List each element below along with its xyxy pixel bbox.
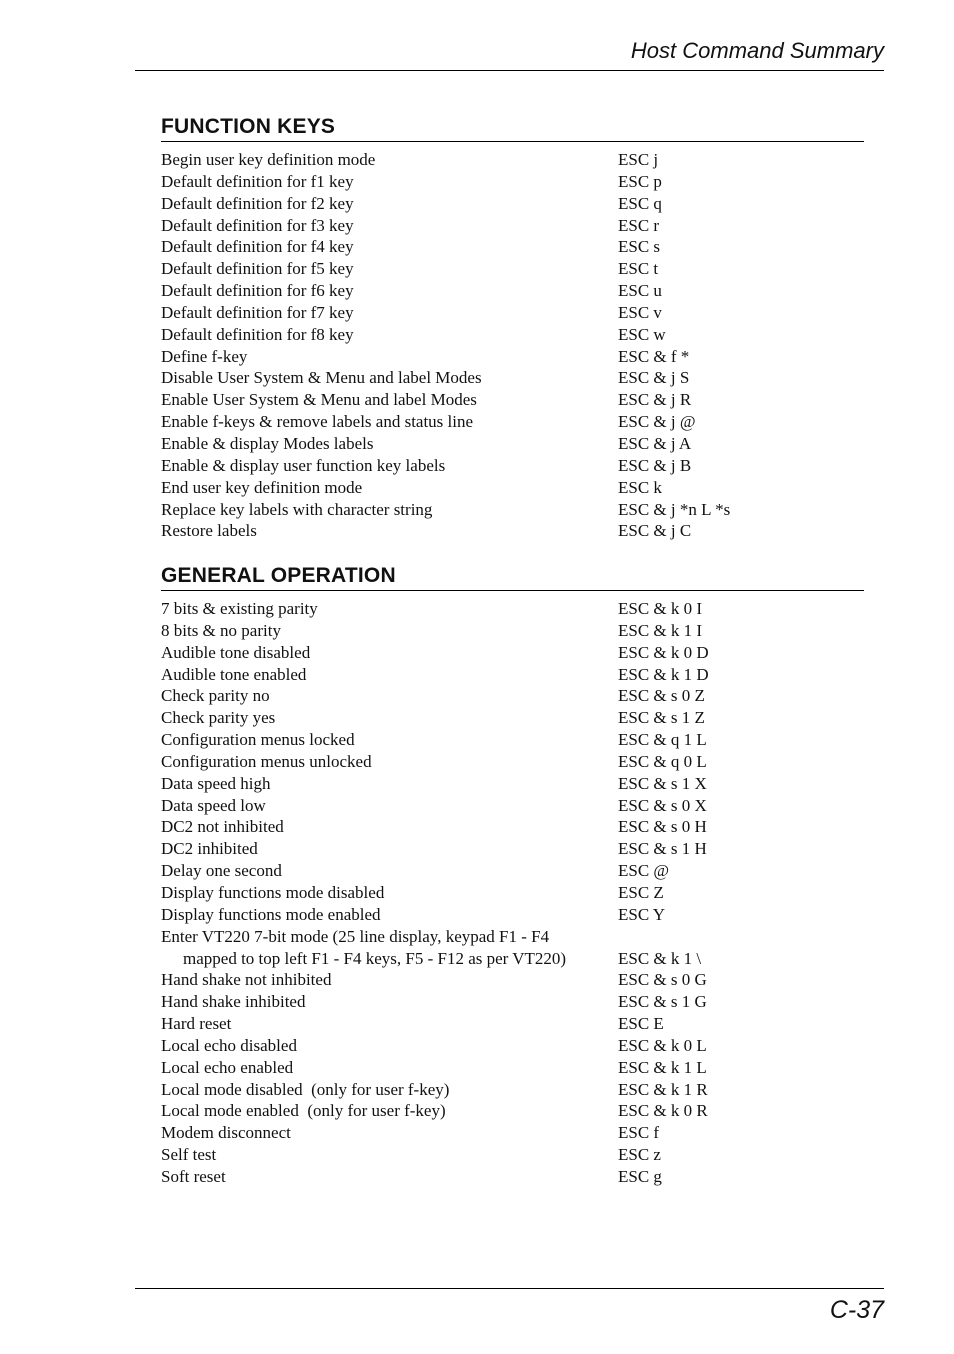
command-description-text: Local mode enabled (only for user f-key) [161, 1101, 446, 1121]
command-description [161, 389, 618, 411]
command-sequence: ESC u [618, 281, 662, 301]
command-row [161, 598, 864, 620]
command-sequence: ESC k [618, 477, 662, 497]
command-sequence: ESC & k 0 D [618, 642, 709, 662]
command-description [161, 1079, 618, 1101]
command-description [161, 795, 618, 817]
command-sequence: ESC & s 0 X [618, 795, 707, 815]
command-sequence: ESC & j C [618, 521, 692, 541]
command-description-text: DC2 inhibited [161, 839, 258, 859]
command-description [161, 904, 618, 926]
command-sequence: ESC & j *n L *s [618, 499, 731, 519]
command-description-text: 8 bits & no parity [161, 620, 281, 640]
footer-rule [135, 1288, 884, 1289]
command-sequence: ESC t [618, 259, 659, 279]
command-description-text: Configuration menus unlocked [161, 751, 372, 771]
command-description-text: End user key definition mode [161, 477, 363, 497]
command-description-text: Replace key labels with character string [161, 499, 433, 519]
command-row [161, 236, 864, 258]
command-row [161, 642, 864, 664]
command-description [161, 991, 618, 1013]
command-description [161, 664, 618, 686]
command-row [161, 520, 864, 542]
command-sequence: ESC & k 0 I [618, 599, 703, 618]
command-row [161, 991, 864, 1013]
command-sequence: ESC s [618, 237, 661, 257]
command-description-text: Enable User System & Menu and label Modes [161, 390, 477, 410]
command-description [161, 1122, 618, 1144]
command-sequence: ESC z [618, 1145, 661, 1165]
command-description [161, 433, 618, 455]
command-sequence: ESC w [618, 324, 666, 344]
command-description-text: Default definition for f2 key [161, 193, 354, 213]
command-row [161, 302, 864, 324]
command-sequence: ESC & s 0 H [618, 817, 707, 837]
command-sequence: ESC & s 1 G [618, 992, 707, 1012]
command-description [161, 882, 618, 904]
command-description-text: Enter VT220 7-bit mode (25 line display, keypad F1 - F4 [161, 926, 550, 946]
command-description-text: Hand shake inhibited [161, 992, 306, 1012]
section-title: GENERAL OPERATION [161, 563, 864, 591]
command-description-text: Default definition for f4 key [161, 237, 354, 257]
command-description [161, 1035, 618, 1057]
command-row [161, 685, 864, 707]
command-row [161, 1122, 864, 1144]
command-sequence: ESC & f * [618, 346, 690, 366]
command-description [161, 642, 618, 664]
command-row [161, 926, 864, 970]
command-sequence: ESC & s 1 X [618, 773, 707, 793]
command-row [161, 1144, 864, 1166]
command-row [161, 389, 864, 411]
command-description [161, 499, 618, 521]
command-description [161, 411, 618, 433]
command-description [161, 838, 618, 860]
command-description-text: Begin user key definition mode [161, 150, 376, 169]
command-description-text: Soft reset [161, 1166, 226, 1186]
command-description-text: Local echo enabled [161, 1057, 294, 1077]
command-sequence: ESC & j S [618, 368, 690, 388]
command-row [161, 433, 864, 455]
command-sequence: ESC @ [618, 861, 670, 881]
command-sequence: ESC r [618, 215, 660, 235]
command-sequence: ESC & k 1 I [618, 620, 703, 640]
command-description-text: Default definition for f3 key [161, 215, 354, 235]
command-sequence: ESC & k 1 \ [618, 948, 702, 968]
command-row [161, 258, 864, 280]
command-description [161, 477, 618, 499]
command-sequence: ESC & k 1 L [618, 1057, 707, 1077]
command-row [161, 1057, 864, 1079]
command-row [161, 882, 864, 904]
command-description [161, 193, 618, 215]
command-description [161, 149, 618, 171]
command-row [161, 904, 864, 926]
command-description [161, 926, 618, 970]
command-description-text: Data speed low [161, 795, 266, 815]
command-description-text: Hand shake not inhibited [161, 970, 332, 990]
command-sequence: ESC & q 1 L [618, 730, 707, 750]
section-general-operation [161, 563, 864, 1188]
command-description [161, 1166, 618, 1188]
command-sequence: ESC & s 1 H [618, 839, 707, 859]
command-description [161, 1057, 618, 1079]
command-description-text: 7 bits & existing parity [161, 599, 318, 618]
command-row [161, 499, 864, 521]
command-row [161, 346, 864, 368]
command-row [161, 324, 864, 346]
command-sequence: ESC j [618, 150, 659, 169]
command-row [161, 280, 864, 302]
command-description-text: Hard reset [161, 1014, 232, 1034]
running-header: Host Command Summary [630, 38, 884, 63]
command-description-text: Data speed high [161, 773, 271, 793]
command-description-text: Restore labels [161, 521, 257, 541]
command-description [161, 258, 618, 280]
command-sequence: ESC & j A [618, 433, 692, 453]
command-description-text: Enable & display Modes labels [161, 433, 374, 453]
command-description-text: Default definition for f8 key [161, 324, 354, 344]
command-row [161, 1079, 864, 1101]
command-row [161, 620, 864, 642]
section-function-keys [161, 114, 864, 542]
command-row [161, 149, 864, 171]
command-description [161, 729, 618, 751]
command-description [161, 215, 618, 237]
page-number: C-37 [829, 1296, 884, 1324]
command-row [161, 860, 864, 882]
command-description-text: Display functions mode disabled [161, 882, 385, 902]
command-description-text: Default definition for f5 key [161, 259, 354, 279]
command-description-text: Modem disconnect [161, 1123, 291, 1143]
command-description-text: Check parity no [161, 686, 270, 706]
command-sequence: ESC v [618, 302, 662, 322]
command-row [161, 367, 864, 389]
command-sequence: ESC & j R [618, 390, 692, 410]
command-description [161, 324, 618, 346]
command-sequence: ESC & k 1 R [618, 1079, 708, 1099]
command-sequence: ESC p [618, 171, 662, 191]
command-description [161, 280, 618, 302]
command-description [161, 969, 618, 991]
command-row [161, 411, 864, 433]
header-rule [135, 70, 884, 71]
command-row [161, 816, 864, 838]
command-sequence: ESC & j @ [618, 412, 696, 432]
command-description [161, 1100, 618, 1122]
command-description-text: Audible tone disabled [161, 642, 311, 662]
command-row [161, 707, 864, 729]
command-description [161, 302, 618, 324]
command-sequence: ESC f [618, 1123, 660, 1143]
command-description-text: Check parity yes [161, 708, 276, 728]
command-description-text: DC2 not inhibited [161, 817, 284, 837]
command-row [161, 193, 864, 215]
command-sequence: ESC & s 0 Z [618, 686, 705, 706]
command-description [161, 773, 618, 795]
command-description [161, 751, 618, 773]
command-list [161, 598, 864, 1188]
command-description [161, 520, 618, 542]
command-description [161, 1144, 618, 1166]
command-row [161, 477, 864, 499]
command-description [161, 171, 618, 193]
command-row [161, 215, 864, 237]
command-row [161, 773, 864, 795]
command-description [161, 346, 618, 368]
command-sequence: ESC & s 1 Z [618, 708, 705, 728]
command-description [161, 816, 618, 838]
command-sequence: ESC & k 1 D [618, 664, 709, 684]
command-description-text: Display functions mode enabled [161, 904, 381, 924]
command-description-text: Enable & display user function key labels [161, 455, 446, 475]
command-description-text: Default definition for f6 key [161, 281, 354, 301]
command-row [161, 171, 864, 193]
command-row [161, 969, 864, 991]
command-sequence: ESC Z [618, 882, 664, 902]
command-description-text: Delay one second [161, 861, 282, 881]
command-description [161, 598, 618, 620]
command-sequence: ESC Y [618, 904, 666, 924]
command-row [161, 795, 864, 817]
command-sequence: ESC & s 0 G [618, 970, 707, 990]
command-description-text: Define f-key [161, 346, 248, 366]
command-sequence: ESC & j B [618, 455, 692, 475]
command-description-text: Disable User System & Menu and label Modes [161, 368, 482, 388]
section-title: FUNCTION KEYS [161, 114, 864, 142]
command-description-text: Audible tone enabled [161, 664, 307, 684]
command-row [161, 664, 864, 686]
command-description-text: Enable f-keys & remove labels and status line [161, 412, 474, 432]
command-description [161, 685, 618, 707]
command-description [161, 367, 618, 389]
command-description [161, 707, 618, 729]
command-description [161, 455, 618, 477]
command-description-text: Local mode disabled (only for user f-key) [161, 1079, 450, 1099]
command-row [161, 1166, 864, 1188]
command-row [161, 1035, 864, 1057]
command-description-text: Default definition for f7 key [161, 302, 354, 322]
command-row [161, 455, 864, 477]
command-sequence: ESC & q 0 L [618, 751, 707, 771]
command-sequence: ESC q [618, 193, 662, 213]
command-description-continuation: mapped to top left F1 - F4 keys, F5 - F12 as per VT220) [183, 948, 567, 968]
command-row [161, 1013, 864, 1035]
command-description-text: Default definition for f1 key [161, 171, 354, 191]
command-sequence: ESC E [618, 1014, 664, 1034]
command-list [161, 149, 864, 542]
command-description [161, 620, 618, 642]
command-description [161, 1013, 618, 1035]
command-description-text: Local echo disabled [161, 1035, 297, 1055]
command-sequence: ESC g [618, 1166, 662, 1186]
command-row [161, 729, 864, 751]
command-sequence: ESC & k 0 R [618, 1101, 708, 1121]
command-row [161, 1100, 864, 1122]
command-description-text: Self test [161, 1145, 217, 1165]
command-row [161, 751, 864, 773]
command-description [161, 860, 618, 882]
command-row [161, 838, 864, 860]
command-sequence: ESC & k 0 L [618, 1035, 707, 1055]
command-description-text: Configuration menus locked [161, 730, 355, 750]
command-description [161, 236, 618, 258]
